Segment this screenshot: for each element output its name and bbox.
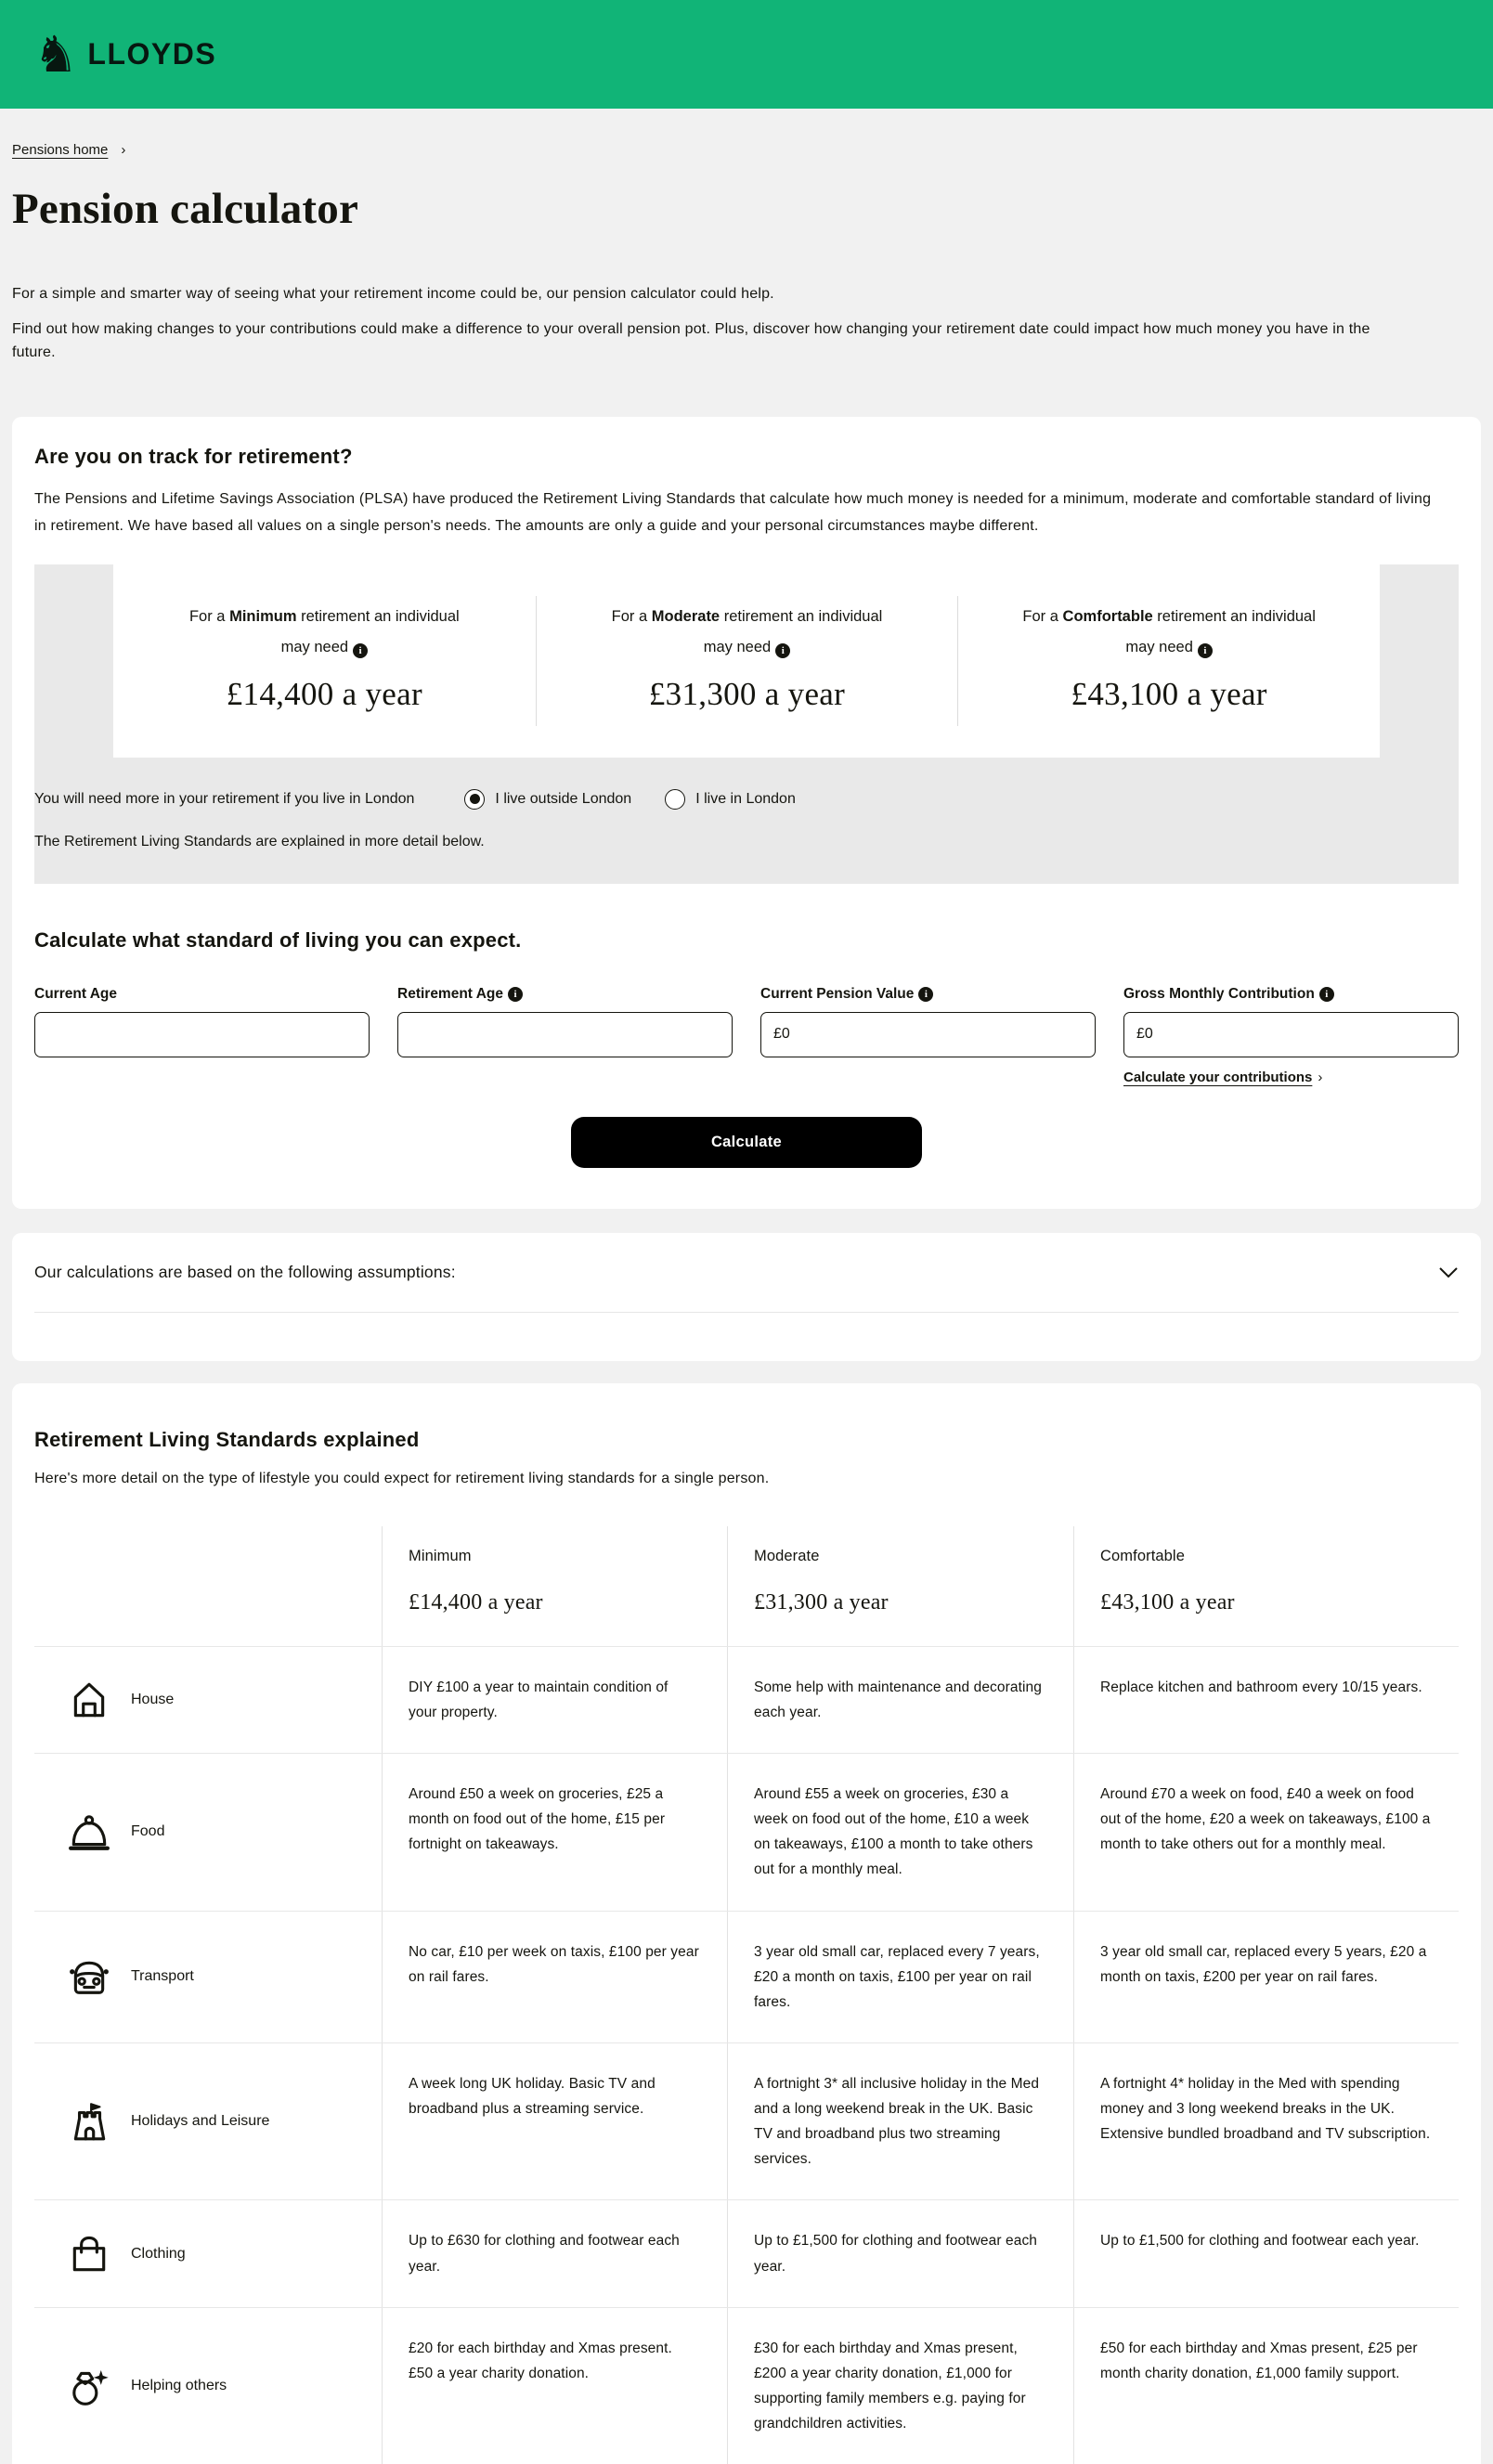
shopping-bag-icon xyxy=(68,2233,110,2276)
chevron-right-icon: › xyxy=(1318,1069,1323,1085)
calculate-button[interactable]: Calculate xyxy=(571,1117,922,1168)
tier-amount: £43,100 a year xyxy=(1071,675,1267,712)
standards-heading: Retirement Living Standards explained xyxy=(34,1427,420,1451)
field-label: Current Pension Value xyxy=(760,985,915,1002)
tier-intro: For a xyxy=(188,607,226,625)
tier-rest: retirement an individual xyxy=(1157,607,1316,625)
radio-live-in-london[interactable] xyxy=(665,789,796,810)
table-row-house: House DIY £100 a year to maintain condition of your property. Some help with maintenance and decorating each year. Replace kitchen and bathroom every 10/15 years. xyxy=(34,1646,1459,1753)
page-title: Pension calculator xyxy=(12,185,359,233)
food-icon xyxy=(68,1810,110,1853)
tier-name: Minimum xyxy=(229,607,297,625)
current-age-input[interactable] xyxy=(34,1012,370,1057)
on-track-body: The Pensions and Lifetime Savings Association (PLSA) have produced the Retirement Living Standards that calculate how much money is needed for a minimum, moderate and comfortable standard of living in retirement. We have based all values on a single person's needs. The amounts are only a guide and your personal circumstances maybe different. xyxy=(34,490,1432,535)
tier-intro: For a xyxy=(611,607,648,625)
current-pension-value-input[interactable] xyxy=(760,1012,1096,1057)
info-icon[interactable] xyxy=(1319,987,1334,1002)
current-pension-value-field-group xyxy=(760,986,1096,1057)
radio-label: I live in London xyxy=(695,790,796,807)
retirement-age-input[interactable] xyxy=(397,1012,733,1057)
retirement-age-field-group xyxy=(397,986,733,1057)
assumptions-heading: Our calculations are based on the following assumptions: xyxy=(34,1262,456,1281)
intro-paragraph-1: For a simple and smarter way of seeing what your retirement income could be, our pension calculator could help. xyxy=(12,286,774,302)
house-icon xyxy=(68,1679,110,1721)
radio-button-icon[interactable] xyxy=(665,789,685,810)
tier-need: may need xyxy=(280,638,349,655)
london-question: You will need more in your retirement if you live in London xyxy=(34,790,415,807)
field-label: Current Age xyxy=(34,985,117,1002)
chevron-down-icon[interactable] xyxy=(1438,1266,1459,1278)
info-icon[interactable] xyxy=(1198,643,1213,658)
column-header-moderate: Moderate £31,300 a year xyxy=(727,1526,1073,1646)
calculator-heading: Calculate what standard of living you can expect. xyxy=(34,927,522,952)
column-header-comfortable: Comfortable £43,100 a year xyxy=(1073,1526,1459,1646)
standards-table xyxy=(34,1526,1459,2464)
current-age-field-group xyxy=(34,986,370,1057)
lloyds-logo[interactable] xyxy=(33,24,217,84)
site-header xyxy=(0,0,1493,109)
table-row-food: Food Around £50 a week on groceries, £25 a month on food out of the home, £15 per fortnight on takeaways. Around £55 a week on groceries, £30 a week on food out of the home, £10 a week on takeaways, £100 a month to take others out for a monthly meal. Around £70 a week on food, £40 a week on food out of the home, £20 a week on takeaways, £100 a month to take others out for a monthly meal. xyxy=(34,1753,1459,1911)
gross-monthly-contribution-field-group xyxy=(1123,986,1459,1057)
table-row-transport: Transport No car, £10 per week on taxis, £100 per year on rail fares. 3 year old small car, replaced every 7 years, £20 a month on taxis, £100 per year on rail fares. 3 year old small car, replaced every 5 years, £20 a month on taxis, £200 per year on rail fares. xyxy=(34,1911,1459,2043)
radio-label: I live outside London xyxy=(495,790,632,807)
standards-note: The Retirement Living Standards are explained in more detail below. xyxy=(34,833,485,849)
standards-summary-panel xyxy=(34,564,1459,884)
calculate-contributions-link[interactable]: Calculate your contributions xyxy=(1123,1069,1313,1085)
tier-rest: retirement an individual xyxy=(723,607,883,625)
lloyds-horse-icon: ♞ xyxy=(33,24,79,84)
tier-amount: £14,400 a year xyxy=(226,675,422,712)
assumptions-accordion xyxy=(12,1233,1481,1361)
radio-button-icon[interactable] xyxy=(464,789,485,810)
breadcrumb-pensions-home-link[interactable]: Pensions home xyxy=(12,142,109,158)
field-label: Gross Monthly Contribution xyxy=(1123,985,1315,1002)
tier-need: may need xyxy=(703,638,772,655)
field-label: Retirement Age xyxy=(397,985,503,1002)
intro-paragraph-2: Find out how making changes to your contributions could make a difference to your overall pension pot. Plus, discover how changing your retirement date could impact how much money you have in the future. xyxy=(12,320,1370,361)
tier-name: Moderate xyxy=(651,607,721,625)
page-intro xyxy=(12,282,1481,365)
on-track-heading: Are you on track for retirement? xyxy=(34,444,353,468)
chevron-right-icon: › xyxy=(121,142,126,158)
tier-need: may need xyxy=(1125,638,1193,655)
table-row-clothing: Clothing Up to £630 for clothing and footwear each year. Up to £1,500 for clothing and footwear each year. Up to £1,500 for clothing and footwear each year. xyxy=(34,2199,1459,2306)
radio-live-outside-london[interactable] xyxy=(464,789,631,810)
sandcastle-icon xyxy=(68,2100,110,2143)
column-header-minimum: Minimum £14,400 a year xyxy=(382,1526,727,1646)
breadcrumb xyxy=(12,142,1481,158)
assumptions-accordion-header[interactable] xyxy=(34,1263,1459,1282)
london-radio-group xyxy=(34,789,1459,810)
tier-intro: For a xyxy=(1022,607,1058,625)
info-icon[interactable] xyxy=(508,987,523,1002)
accordion-divider xyxy=(34,1312,1459,1313)
gross-monthly-contribution-input[interactable] xyxy=(1123,1012,1459,1057)
info-icon[interactable] xyxy=(918,987,933,1002)
standards-intro: Here's more detail on the type of lifestyle you could expect for retirement living standards for a single person. xyxy=(34,1470,770,1486)
tier-cards xyxy=(113,564,1380,758)
lloyds-logo-text: LLOYDS xyxy=(87,37,217,71)
ring-sparkle-icon xyxy=(68,2365,110,2407)
on-track-card xyxy=(12,417,1481,1209)
tier-rest: retirement an individual xyxy=(301,607,460,625)
tier-comfortable xyxy=(957,596,1380,726)
car-icon xyxy=(68,1955,110,1998)
tier-moderate xyxy=(536,596,958,726)
table-row-helping-others: Helping others £20 for each birthday and Xmas present. £50 a year charity donation. £30 for each birthday and Xmas present, £200 a year charity donation, £1,000 for supporting family members e.g. paying for grandchildren activities. £50 for each birthday and Xmas present, £25 per month charity donation, £1,000 family support. xyxy=(34,2307,1459,2464)
table-header-row xyxy=(34,1526,1459,1646)
table-row-holidays: Holidays and Leisure A week long UK holiday. Basic TV and broadband plus a streaming service. A fortnight 3* all inclusive holiday in the Med and a long weekend break in the UK. Basic TV and broadband plus two streaming services. A fortnight 4* holiday in the Med with spending money and 3 long weekend breaks in the UK. Extensive bundled broadband and TV subscription. xyxy=(34,2043,1459,2200)
standards-explained-card xyxy=(12,1383,1481,2464)
calculate-contributions-link-wrap xyxy=(1123,1070,1459,1085)
info-icon[interactable] xyxy=(775,643,790,658)
calculator-fields xyxy=(34,986,1459,1057)
tier-name: Comfortable xyxy=(1062,607,1153,625)
info-icon[interactable] xyxy=(353,643,368,658)
tier-minimum xyxy=(113,596,536,726)
tier-amount: £31,300 a year xyxy=(648,675,846,712)
